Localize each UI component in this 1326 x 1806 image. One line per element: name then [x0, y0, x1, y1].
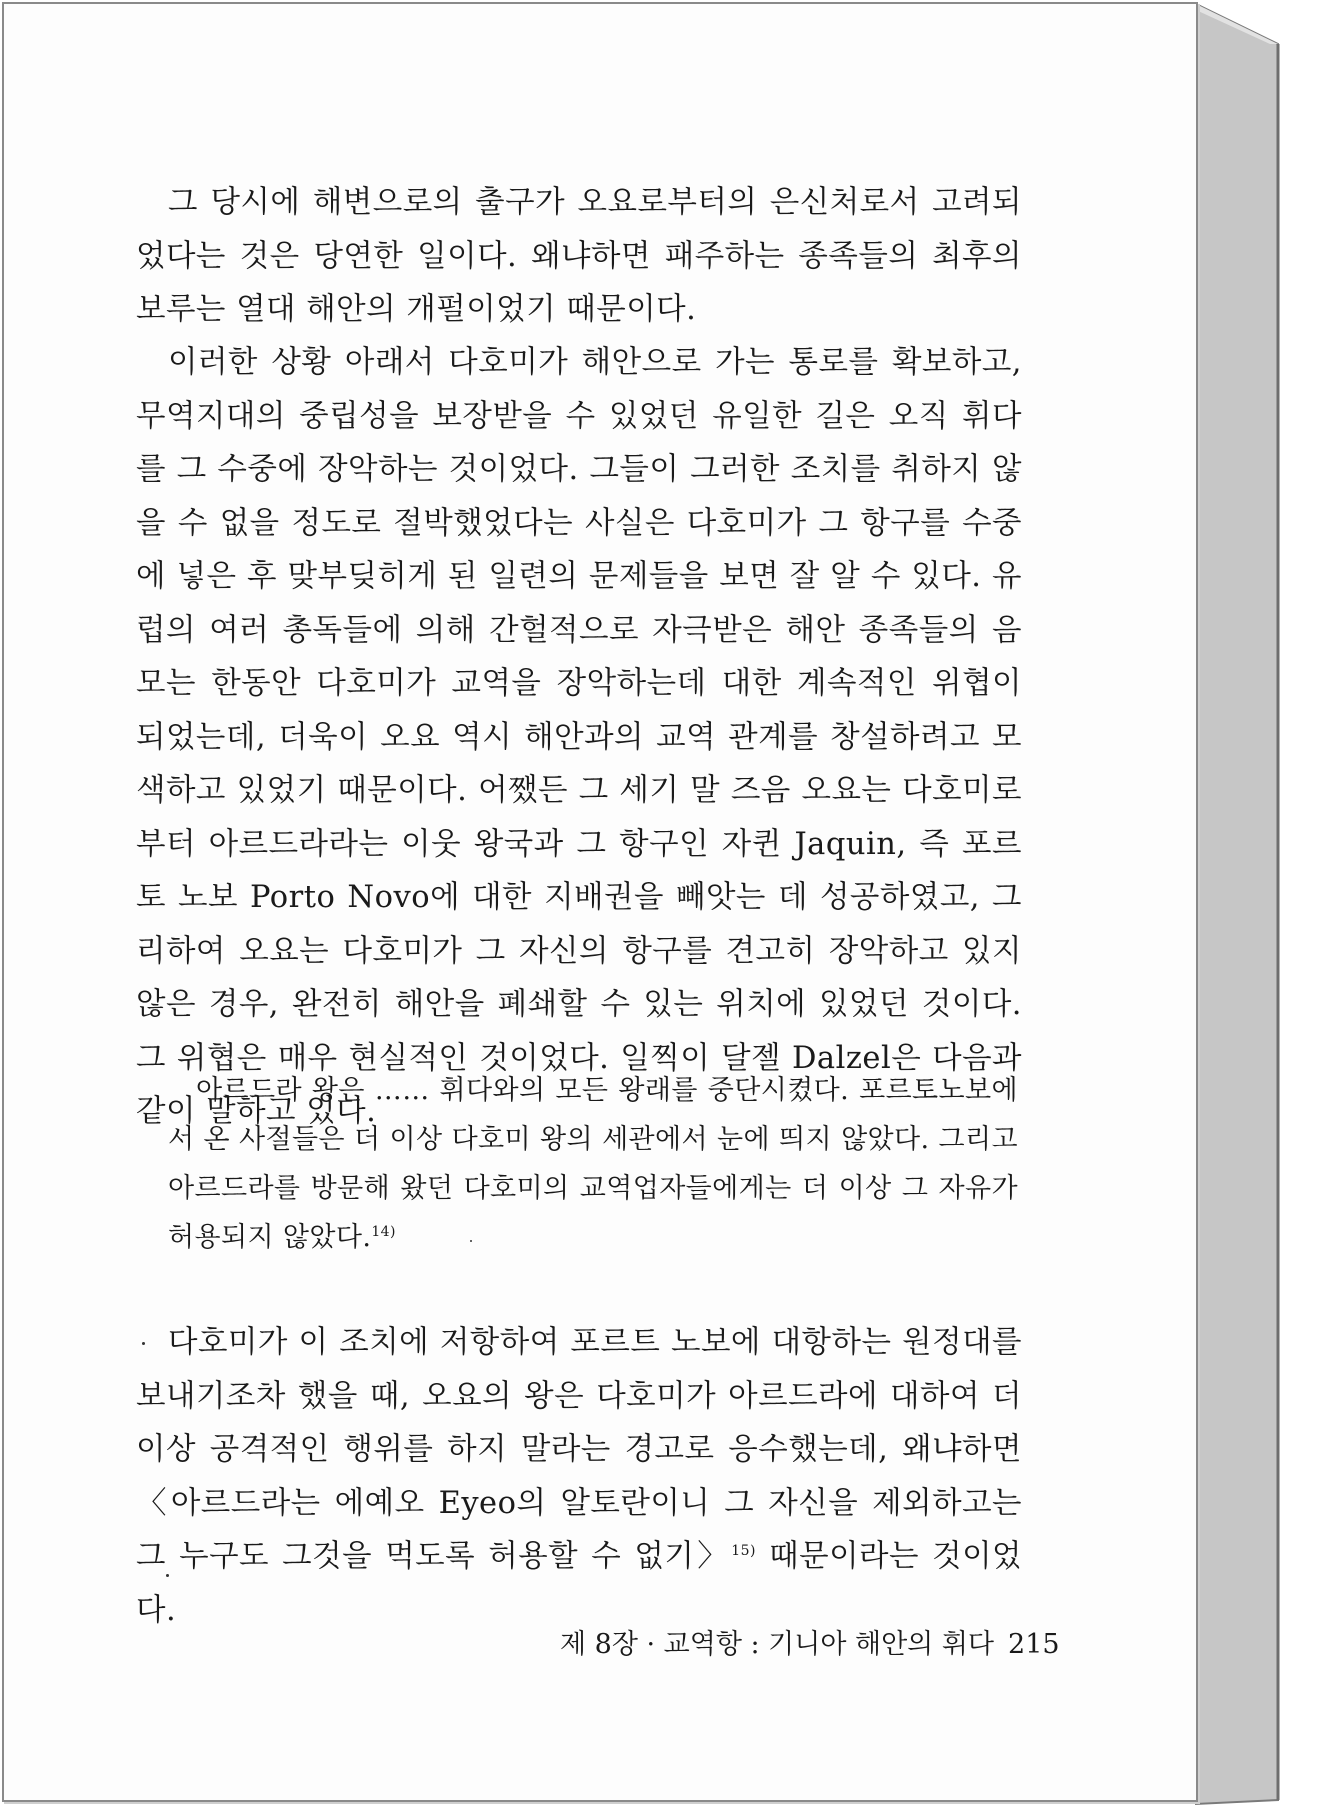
paragraph-3-text — [136, 1316, 1022, 1637]
paragraph-3-text-a: 다호미가 이 조치에 저항하여 포르트 노보에 대항하는 원정대를 보내기조차 했을 때, 오요의 왕은 다호미가 아르드라에 대하여 더 이상 공격적인 행위를 하지 말라는 경고로 응수했는데, 왜냐하면 〈아르드라는 에예오 Eyeo의 알토란이니 그 자신을 제외하고는 그 누구도 그것을 먹도록 허용할 수 없기〉 — [136, 1325, 1022, 1574]
footnote-ref-14: 14) — [371, 1224, 396, 1240]
page-number: 215 — [1008, 1629, 1060, 1660]
footnote-ref-15: 15) — [731, 1542, 756, 1559]
paragraph-2 — [136, 336, 1022, 1139]
scan-speck — [166, 1574, 169, 1577]
paragraph-3-text-b: 때문이라는 것이었다. — [136, 1539, 1023, 1628]
paragraph-1-text: 그 당시에 해변으로의 출구가 오요로부터의 은신처로서 고려되었다는 것은 당연한 일이다. 왜냐하면 패주하는 종족들의 최후의 보루는 열대 해안의 개펄이었기 때문이다. — [136, 185, 1022, 327]
paragraph-2-text: 이러한 상황 아래서 다호미가 해안으로 가는 통로를 확보하고, 무역지대의 중립성을 보장받을 수 있었던 유일한 길은 오직 휘다를 그 수중에 장악하는 것이었다. 그들이 그러한 조치를 취하지 않을 수 없을 정도로 절박했었다는 사실은 다호미가 그 항구를 수중에 넣은 후 맞부딪히게 된 일련의 문제들을 보면 잘 알 수 있다. 유럽의 여러 총독들에 의해 간헐적으로 자극받은 해안 종족들의 음모는 한동안 다호미가 교역을 장악하는데 대한 계속적인 위협이 되었는데, 더욱이 오요 역시 해안과의 교역 관계를 창설하려고 모색하고 있었기 때문이다. 어쨌든 그 세기 말 즈음 오요는 다호미로부터 아르드라라는 이웃 왕국과 그 항구인 자퀸 Jaquin, 즉 포르토 노보 Porto Novo에 대한 지배권을 빼앗는 데 성공하였고, 그리하여 오요는 다호미가 그 자신의 항구를 견고히 장악하고 있지 않은 경우, 완전히 해안을 폐쇄할 수 있는 위치에 있었던 것이다. 그 위협은 매우 현실적인 것이었다. 일찍이 달젤 Dalzel은 다음과 같이 말하고 있다. — [136, 345, 1023, 1129]
paragraph-1 — [136, 176, 1022, 337]
block-quote-text: 아르드라 왕은 …… 휘다와의 모든 왕래를 중단시켰다. 포르토노보에서 온 사절들은 더 이상 다호미 왕의 세관에서 눈에 띄지 않았다. 그리고 아르드라를 방문해 왔던 다호미의 교역업자들에게는 더 이상 그 자유가 허용되지 않았다. — [168, 1075, 1018, 1253]
scan-speck — [470, 1240, 472, 1242]
scan-speck — [142, 1342, 145, 1345]
paragraph-3 — [136, 1316, 1022, 1637]
running-title: 제 8장 · 교역항 : 기니아 해안의 휘다 — [560, 1629, 995, 1660]
page-footer — [560, 1622, 1060, 1661]
block-quote — [168, 1066, 1018, 1262]
